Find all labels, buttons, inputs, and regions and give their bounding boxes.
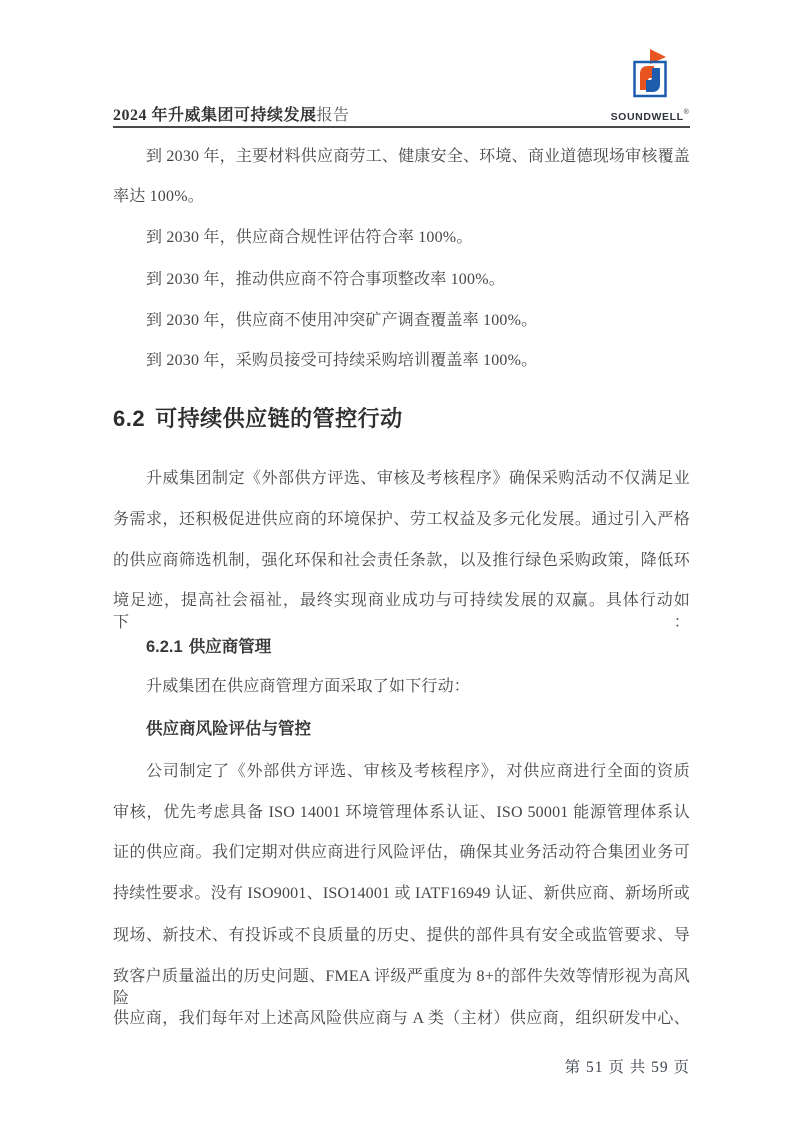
section-title: 可持续供应链的管控行动 (155, 406, 403, 431)
run-in-heading: 供应商风险评估与管控 (146, 720, 311, 738)
report-header-title (113, 102, 350, 125)
paragraph-line: 供应商，我们每年对上述高风险供应商与 A 类（主材）供应商，组织研发中心、 (113, 1010, 690, 1027)
paragraph-line: 到 2030 年，供应商合规性评估符合率 100%。 (146, 229, 473, 246)
subsection-heading-6-2-1 (146, 633, 271, 657)
paragraph-line: 证的供应商。我们定期对供应商进行风险评估，确保其业务活动符合集团业务可 (113, 844, 690, 861)
paragraph-line: 境足迹，提高社会福祉，最终实现商业成功与可持续发展的双赢。具体行动如下： (113, 592, 690, 631)
paragraph-line: 到 2030 年，采购员接受可持续采购培训覆盖率 100%。 (146, 352, 538, 369)
page-number: 第 51 页 共 59 页 (564, 1059, 690, 1076)
company-logo (608, 48, 692, 124)
header-divider (113, 126, 690, 128)
report-title-tail: 报告 (316, 107, 350, 124)
paragraph-line: 务需求，还积极促进供应商的环境保护、劳工权益及多元化发展。通过引入严格 (113, 511, 690, 528)
brand-text: SOUNDWELL (610, 111, 684, 123)
paragraph-line: 到 2030 年，供应商不使用冲突矿产调查覆盖率 100%。 (146, 312, 538, 329)
paragraph-line: 升威集团在供应商管理方面采取了如下行动： (146, 678, 471, 695)
subsection-title: 供应商管理 (188, 638, 272, 656)
paragraph-line: 到 2030 年，推动供应商不符合事项整改率 100%。 (146, 271, 505, 288)
paragraph-line: 现场、新技术、有投诉或不良质量的历史、提供的部件具有安全或监管要求、导 (113, 927, 690, 944)
section-heading-6-2 (113, 402, 403, 433)
paragraph-line: 公司制定了《外部供方评选、审核及考核程序》，对供应商进行全面的资质 (146, 763, 690, 780)
paragraph-line: 持续性要求。没有 ISO9001、ISO14001 或 IATF16949 认证、新供应商、新场所或 (113, 885, 690, 902)
paragraph-line: 率达 100%。 (113, 188, 204, 205)
subsection-number: 6.2.1 (146, 638, 183, 656)
paragraph-line: 审核，优先考虑具备 ISO 14001 环境管理体系认证、ISO 50001 能源管理体系认 (113, 804, 690, 821)
soundwell-emblem-icon (608, 48, 692, 108)
brand-wordmark (608, 109, 692, 123)
paragraph-line: 的供应商筛选机制，强化环保和社会责任条款，以及推行绿色采购政策，降低环 (113, 552, 690, 569)
report-title-main: 2024 年升威集团可持续发展 (113, 107, 317, 124)
section-number: 6.2 (113, 406, 146, 431)
paragraph-line: 到 2030 年，主要材料供应商劳工、健康安全、环境、商业道德现场审核覆盖 (146, 148, 690, 165)
registered-mark: ® (683, 109, 690, 116)
paragraph-line: 升威集团制定《外部供方评选、审核及考核程序》确保采购活动不仅满足业 (146, 470, 690, 487)
paragraph-line: 致客户质量溢出的历史问题、FMEA 评级严重度为 8+的部件失效等情形视为高风险 (113, 968, 690, 1007)
